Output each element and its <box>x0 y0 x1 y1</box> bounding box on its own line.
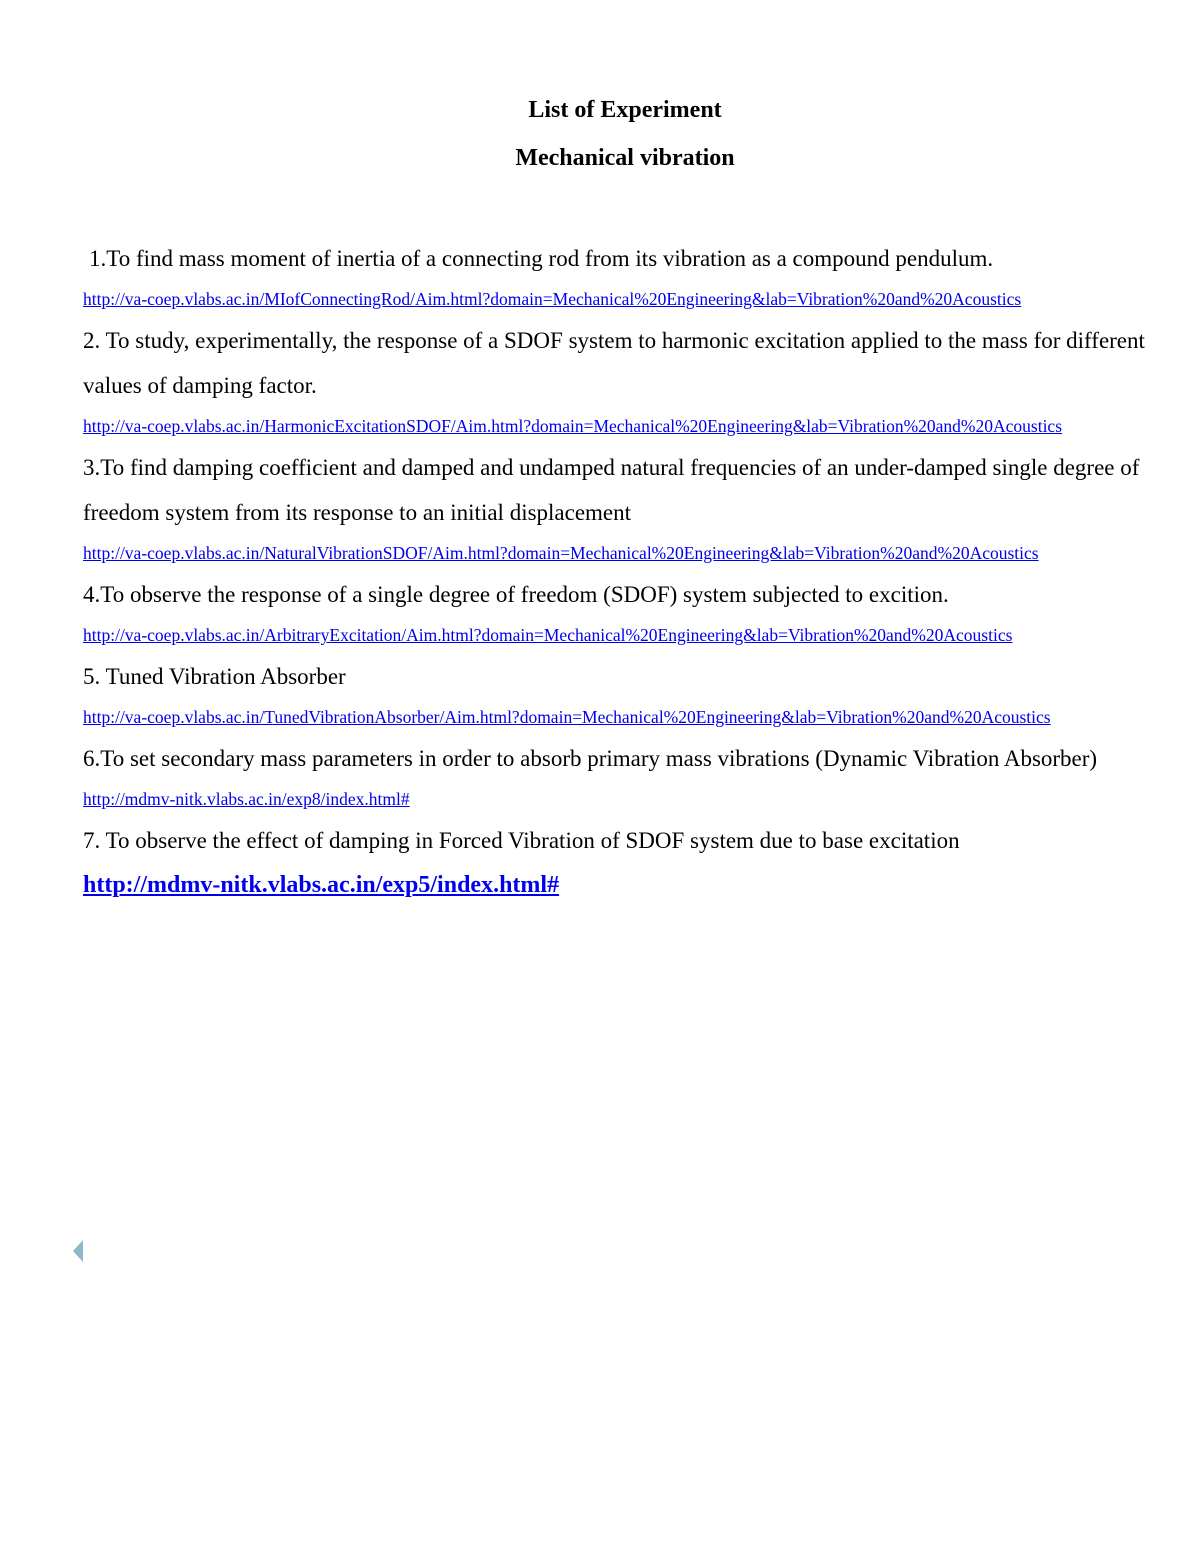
experiment-description: 4.To observe the response of a single degree of freedom (SDOF) system subjected to excition. <box>83 582 949 607</box>
list-item-4 <box>83 572 1173 654</box>
page-subtitle: Mechanical vibration <box>515 145 735 171</box>
experiment-list <box>83 236 1173 908</box>
experiment-description: 1.To find mass moment of inertia of a connecting rod from its vibration as a compound pendulum. <box>89 246 994 271</box>
list-item-6 <box>83 736 1173 818</box>
experiment-link[interactable]: http://mdmv-nitk.vlabs.ac.in/exp8/index.html# <box>83 789 410 809</box>
experiment-link[interactable]: http://mdmv-nitk.vlabs.ac.in/exp5/index.html# <box>83 872 560 898</box>
experiment-link[interactable]: http://va-coep.vlabs.ac.in/TunedVibrationAbsorber/Aim.html?domain=Mechanical%20Engineering&lab=Vibration%20and%20Acoustics <box>83 707 1051 727</box>
experiment-description: 3.To find damping coefficient and damped and undamped natural frequencies of an under-damped single degree of freedom system from its response to an initial displacement <box>83 455 1140 525</box>
list-item-5 <box>83 654 1173 736</box>
list-item-3 <box>83 445 1173 572</box>
experiment-link[interactable]: http://va-coep.vlabs.ac.in/NaturalVibrationSDOF/Aim.html?domain=Mechanical%20Engineering&lab=Vibration%20and%20Acoustics <box>83 543 1039 563</box>
experiment-description: 2. To study, experimentally, the response of a SDOF system to harmonic excitation applied to the mass for different values of damping factor. <box>83 328 1145 398</box>
experiment-link[interactable]: http://va-coep.vlabs.ac.in/MIofConnectingRod/Aim.html?domain=Mechanical%20Engineering&lab=Vibration%20and%20Acoustics <box>83 289 1022 309</box>
page-title: List of Experiment <box>528 97 722 123</box>
list-item-1 <box>83 236 1173 318</box>
experiment-description: 7. To observe the effect of damping in Forced Vibration of SDOF system due to base excitation <box>83 828 960 853</box>
experiment-link[interactable]: http://va-coep.vlabs.ac.in/HarmonicExcitationSDOF/Aim.html?domain=Mechanical%20Engineering&lab=Vibration%20and%20Acoustics <box>83 416 1063 436</box>
experiment-description: 5. Tuned Vibration Absorber <box>83 664 346 689</box>
triangle-left-icon <box>72 1240 84 1262</box>
list-item-2 <box>83 318 1173 445</box>
experiment-description: 6.To set secondary mass parameters in order to absorb primary mass vibrations (Dynamic Vibration Absorber) <box>83 746 1098 771</box>
list-item-7 <box>83 818 1173 908</box>
experiment-link[interactable]: http://va-coep.vlabs.ac.in/ArbitraryExcitation/Aim.html?domain=Mechanical%20Engineering&lab=Vibration%20and%20Acoustics <box>83 625 1013 645</box>
